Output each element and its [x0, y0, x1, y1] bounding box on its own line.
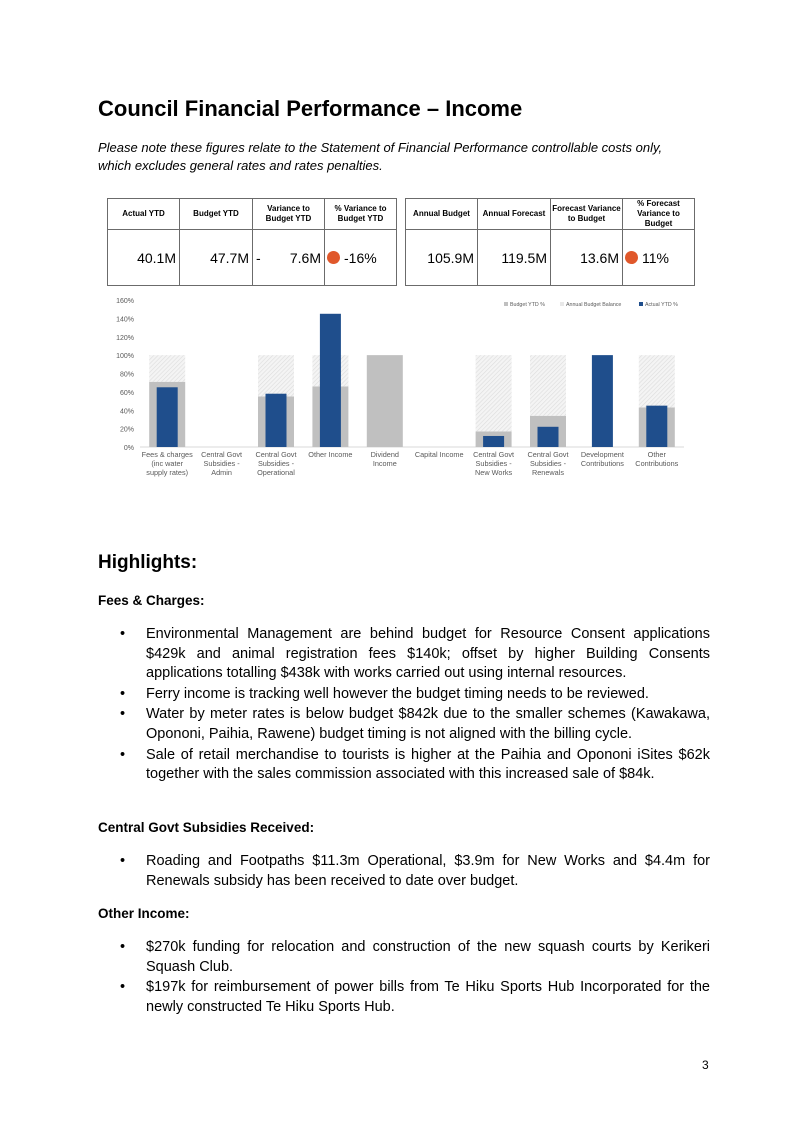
legend-label: Annual Budget Balance — [566, 302, 622, 308]
list-item-text: $197k for reimbursement of power bills from Te Hiku Sports Hub Incorporated for the newly constructed Te Hiku Sports Hub. — [146, 979, 710, 1015]
x-tick-label: Subsidies - — [529, 459, 567, 468]
central-govt-heading: Central Govt Subsidies Received: — [98, 820, 315, 835]
pct-forecast-variance-value: 11% — [642, 249, 669, 266]
bullet-icon: • — [120, 939, 126, 955]
header-actual-ytd: Actual YTD — [108, 199, 180, 230]
x-tick-label: Dividend — [370, 450, 400, 459]
highlights-heading: Highlights: — [98, 552, 198, 573]
y-tick-label: 140% — [116, 316, 134, 324]
y-tick-label: 40% — [119, 408, 134, 416]
x-tick-label: Admin — [211, 468, 232, 477]
budget-ytd-bar — [367, 355, 403, 447]
status-dot-icon — [327, 251, 340, 264]
x-tick-label: Subsidies - — [475, 459, 512, 468]
scope-note: Please note these figures relate to the Statement of Financial Performance controllable costs only, which excludes general rates and rates penalties. — [98, 140, 663, 173]
annual-balance-bar — [639, 355, 675, 407]
forecast-summary-table — [405, 198, 695, 286]
header-budget-ytd: Budget YTD — [180, 199, 253, 230]
x-tick-label: Development — [580, 450, 624, 459]
x-tick-label: Income — [372, 459, 397, 468]
fees-charges-list — [118, 625, 710, 786]
x-tick-label: Other Income — [308, 450, 353, 459]
legend-swatch — [639, 302, 643, 306]
bullet-icon: • — [120, 746, 126, 763]
x-tick-label: Central Govt — [201, 450, 243, 459]
annual-balance-bar — [149, 355, 185, 382]
legend-label: Actual YTD % — [645, 302, 678, 308]
annual-forecast-value: 119.5M — [478, 230, 551, 286]
actual-ytd-value: 40.1M — [108, 230, 180, 286]
x-tick-label: Central Govt — [527, 450, 569, 459]
variance-sign: - — [256, 249, 261, 266]
annual-balance-bar — [476, 355, 512, 431]
fees-charges-heading: Fees & Charges: — [98, 593, 205, 608]
legend-swatch — [504, 302, 508, 306]
list-item-text: Water by meter rates is below budget $842k due to the smaller schemes (Kawakawa, Opononi, Paihia, Rawene) budget timing is not aligned with the billing cycle. — [146, 706, 710, 742]
budget-ytd-value: 47.7M — [180, 230, 253, 286]
bullet-icon: • — [120, 853, 126, 869]
variance-ytd-cell — [253, 230, 325, 286]
y-tick-label: 0% — [123, 445, 134, 452]
y-tick-label: 60% — [119, 389, 134, 397]
actual-ytd-bar — [538, 427, 559, 447]
list-item — [118, 938, 710, 977]
x-tick-label: (inc water — [151, 459, 184, 468]
header-pct-variance-ytd: % Variance to Budget YTD — [325, 199, 397, 230]
list-item — [118, 705, 710, 744]
x-tick-label: supply rates) — [146, 468, 189, 477]
other-income-list — [118, 938, 710, 1018]
actual-ytd-bar — [483, 436, 504, 447]
list-item-text: Ferry income is tracking well however the budget timing needs to be reviewed. — [146, 685, 649, 702]
y-tick-label: 80% — [119, 371, 134, 379]
income-chart — [100, 290, 700, 490]
actual-ytd-bar — [320, 314, 341, 447]
header-annual-budget: Annual Budget — [406, 199, 478, 230]
y-tick-label: 20% — [119, 426, 134, 434]
list-item-text: Environmental Management are behind budget for Resource Consent applications $429k and animal registration fees $140k; offset by higher Building Consents applications totalling $438k with works carried out using internal resources. — [146, 626, 710, 682]
pct-variance-ytd-cell — [325, 230, 397, 286]
actual-ytd-bar — [646, 406, 667, 447]
bullet-icon: • — [120, 685, 126, 702]
bullet-icon: • — [120, 626, 126, 642]
x-tick-label: Renewals — [531, 468, 565, 477]
header-annual-forecast: Annual Forecast — [478, 199, 551, 230]
x-tick-label: Fees & charges — [141, 450, 193, 459]
list-item-text: Roading and Footpaths $11.3m Operational, $3.9m for New Works and $4.4m for Renewals subsidy has been received to date over budget. — [146, 853, 710, 889]
actual-ytd-bar — [266, 394, 287, 447]
x-tick-label: New Works — [475, 468, 513, 477]
actual-ytd-bar — [592, 355, 613, 447]
y-tick-label: 120% — [116, 334, 134, 342]
ytd-summary-table — [107, 198, 397, 286]
annual-balance-bar — [530, 355, 566, 416]
x-tick-label: Contributions — [635, 459, 679, 468]
header-pct-forecast-variance: % Forecast Variance to Budget — [623, 199, 695, 230]
list-item — [118, 978, 710, 1017]
x-tick-label: Contributions — [580, 459, 624, 468]
x-tick-label: Subsidies - — [257, 459, 295, 468]
x-tick-label: Operational — [257, 468, 295, 477]
page-title: Council Financial Performance – Income — [98, 96, 523, 121]
pct-forecast-variance-cell — [623, 230, 695, 286]
x-tick-label: Capital Income — [414, 450, 464, 459]
x-tick-label: Subsidies - — [203, 459, 240, 468]
x-tick-label: Other — [647, 450, 666, 459]
y-tick-label: 100% — [116, 353, 134, 361]
page-number: 3 — [702, 1058, 709, 1072]
list-item — [118, 625, 710, 684]
status-dot-icon — [625, 251, 638, 264]
pct-variance-ytd-value: -16% — [344, 249, 377, 266]
header-forecast-variance: Forecast Variance to Budget — [551, 199, 623, 230]
central-govt-list — [118, 852, 710, 892]
annual-balance-bar — [258, 355, 294, 396]
x-tick-label: Central Govt — [473, 450, 515, 459]
x-tick-label: Central Govt — [255, 450, 297, 459]
legend-swatch — [560, 302, 564, 306]
header-variance-ytd: Variance to Budget YTD — [253, 199, 325, 230]
list-item — [118, 852, 710, 891]
bullet-icon: • — [120, 979, 126, 996]
y-tick-label: 160% — [116, 298, 134, 305]
forecast-variance-value: 13.6M — [551, 230, 623, 286]
actual-ytd-bar — [157, 387, 178, 447]
other-income-heading: Other Income: — [98, 906, 190, 921]
list-item-text: $270k funding for relocation and construction of the new squash courts by Kerikeri Squash Club. — [146, 939, 710, 975]
list-item — [118, 685, 710, 705]
legend-label: Budget YTD % — [510, 302, 545, 308]
annual-budget-value: 105.9M — [406, 230, 478, 286]
list-item — [118, 746, 710, 785]
list-item-text: Sale of retail merchandise to tourists is higher at the Paihia and Opononi iSites $62k together with the sales commission associated with this increased sale of $84k. — [146, 746, 710, 783]
bullet-icon: • — [120, 706, 126, 723]
variance-ytd-value: 7.6M — [289, 249, 321, 266]
